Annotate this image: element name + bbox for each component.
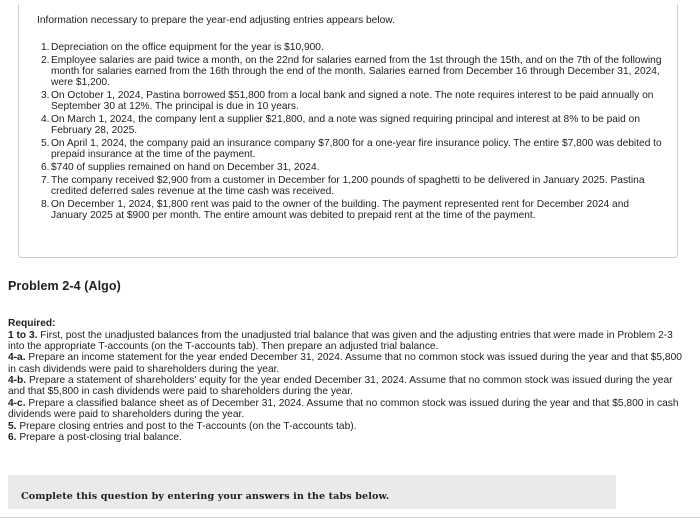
required-item-key: 4-a.	[8, 352, 26, 364]
list-item	[41, 42, 663, 53]
list-item	[41, 162, 663, 173]
item-number: 4.	[41, 114, 50, 125]
required-item-text: Prepare a post-closing trial balance.	[16, 432, 182, 444]
item-number: 7.	[41, 174, 50, 186]
required-item-key: 5.	[8, 420, 17, 432]
item-text: $740 of supplies remained on hand on December 31, 2024.	[51, 162, 320, 173]
item-text: The company received $2,900 from a customer in December for 1,200 pounds of spaghetti to be delivered in January 2025. Pastina credited deferred sales revenue at the time cash was received.	[51, 174, 645, 197]
list-item	[41, 138, 663, 160]
required-item-text: Prepare a statement of shareholders' equity for the year ended December 31, 2024. Assume that no common stock was issued during the year and that $5,800 in cash dividends were paid to shareholders during the year.	[8, 375, 673, 398]
item-text: On March 1, 2024, the company lent a supplier $21,800, and a note was signed requiring principal and interest at 8% to be paid on February 28, 2025.	[51, 114, 640, 137]
list-item	[41, 55, 663, 89]
item-number: 8.	[41, 198, 50, 210]
item-text: Depreciation on the office equipment for the year is $10,900.	[51, 42, 324, 53]
required-item-text: Prepare closing entries and post to the T-accounts (on the T-accounts tab).	[16, 420, 357, 432]
required-item	[8, 432, 684, 443]
required-item-text: Prepare a classified balance sheet as of December 31, 2024. Assume that no common stock was issued during the year and that $5,800 in cash dividends were paid to shareholders during the year.	[8, 397, 679, 421]
required-item	[8, 398, 684, 420]
required-item-text: First, post the unadjusted balances from the unadjusted trial balance that was given and the adjusting entries that were made in Problem 2-3 into the appropriate T-accounts (on the T-accounts tab). Then prepare an adjusted trial balance.	[8, 329, 673, 352]
item-text: On April 1, 2024, the company paid an insurance company $7,800 for a one-year fire insurance policy. The entire $7,800 was debited to prepaid insurance at the time of the payment.	[51, 138, 662, 161]
required-item-key: 6.	[8, 432, 17, 444]
instruction-banner	[8, 475, 616, 509]
list-item	[41, 199, 663, 221]
list-item	[41, 175, 663, 197]
instruction-text: Complete this question by entering your answers in the tabs below.	[21, 491, 390, 502]
list-item	[41, 114, 663, 136]
item-text: Employee salaries are paid twice a month, on the 22nd for salaries earned from the 1st through the 15th, and on the 7th of the following month for salaries earned from the 16th through the end of the month. Salaries earned from December 16 through December 31, 2024, were $1,200.	[51, 54, 662, 89]
required-item	[8, 352, 684, 374]
required-item-key: 4-c.	[8, 397, 26, 409]
required-item	[8, 330, 684, 352]
required-section	[8, 318, 684, 444]
required-item-key: 4-b.	[8, 375, 27, 387]
item-number: 6.	[41, 162, 50, 173]
list-item	[41, 90, 663, 112]
adjusting-entries-list	[41, 42, 663, 223]
item-text: On December 1, 2024, $1,800 rent was paid to the owner of the building. The payment represented rent for December 2024 and January 2025 at $900 per month. The entire amount was debited to prepaid rent at the time of the payment.	[51, 198, 630, 221]
item-number: 3.	[41, 90, 50, 101]
item-number: 5.	[41, 138, 50, 149]
tabs-divider	[0, 517, 700, 518]
required-item-key: 1 to 3.	[8, 329, 38, 341]
required-item	[8, 375, 684, 397]
item-number: 2.	[41, 54, 50, 66]
required-label: Required:	[8, 318, 56, 329]
required-item	[8, 421, 684, 432]
info-panel	[18, 4, 678, 258]
info-intro: Information necessary to prepare the year-end adjusting entries appears below.	[37, 15, 395, 26]
required-item-text: Prepare an income statement for the year ended December 31, 2024. Assume that no common stock was issued during the year and that $5,800 in cash dividends were paid to shareholders during the year.	[8, 352, 682, 375]
problem-title: Problem 2-4 (Algo)	[8, 279, 121, 293]
item-number: 1.	[41, 42, 50, 53]
item-text: On October 1, 2024, Pastina borrowed $51,800 from a local bank and signed a note. The note requires interest to be paid annually on September 30 at 12%. The principal is due in 10 years.	[51, 90, 654, 113]
